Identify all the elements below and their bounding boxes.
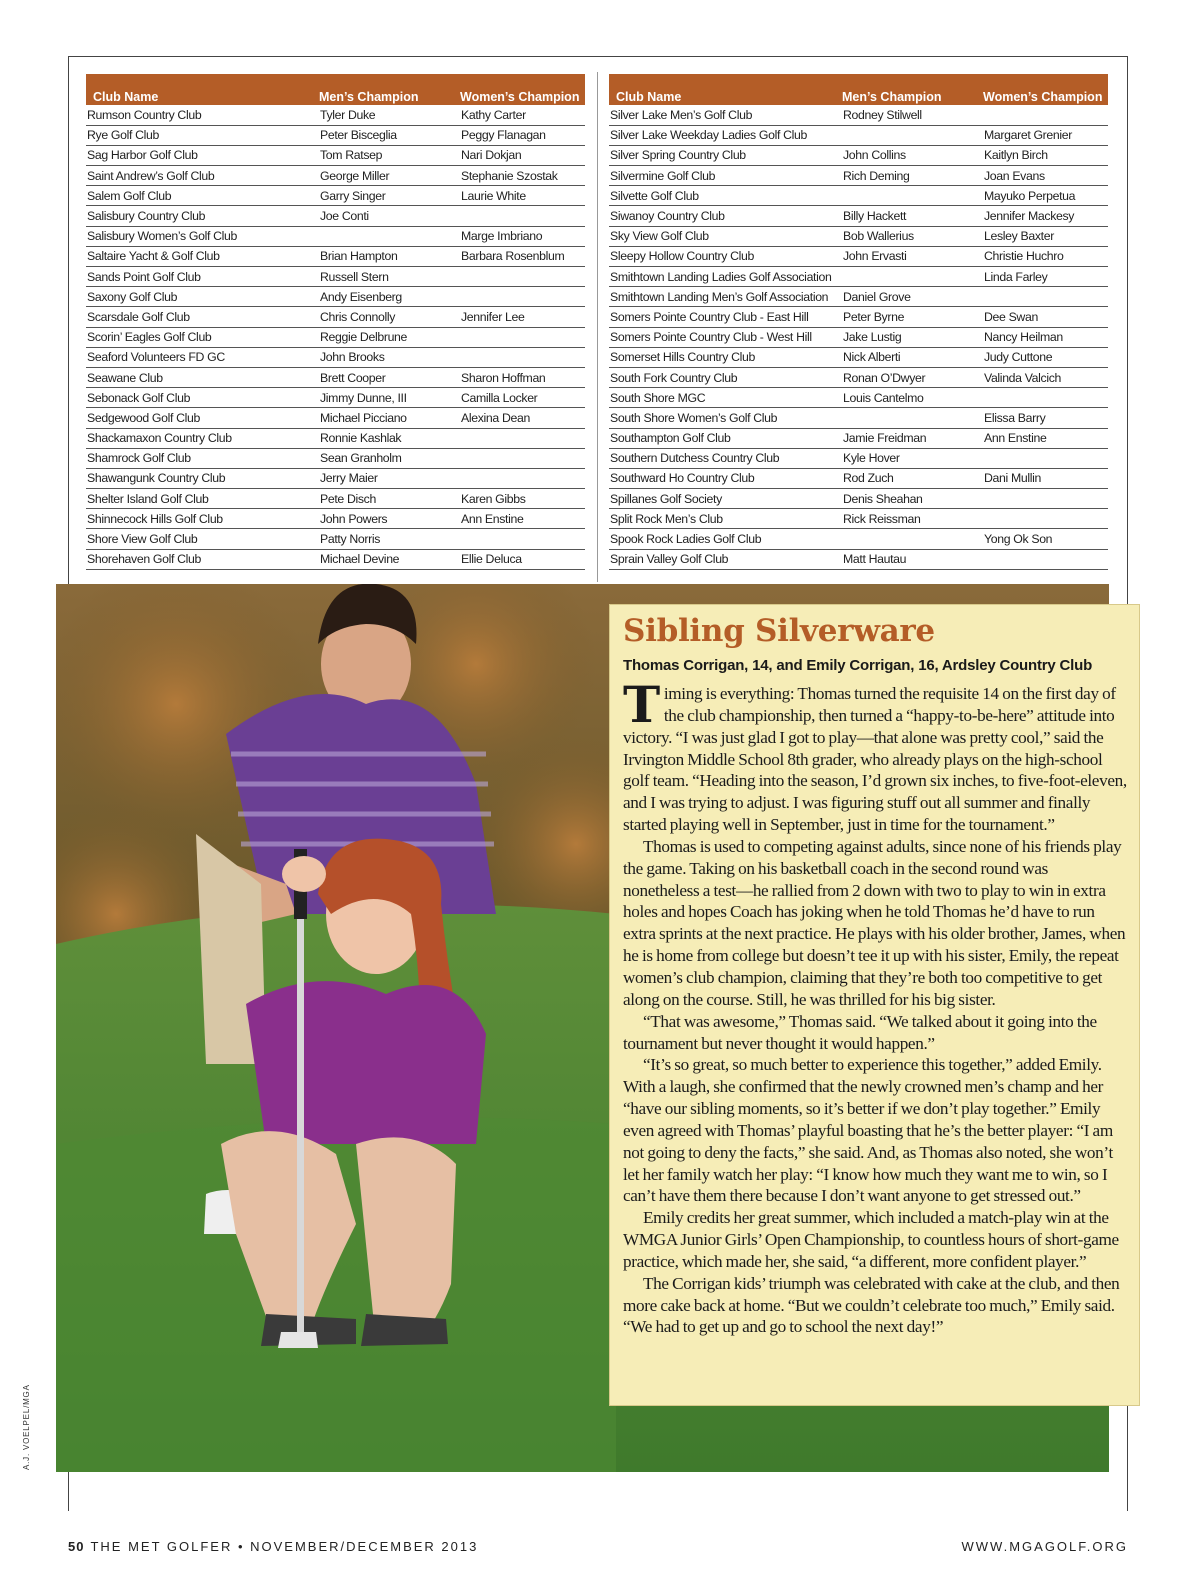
womens-champion-cell: Ellie Deluca <box>460 549 585 569</box>
mens-champion-cell: Russell Stern <box>319 267 460 287</box>
table-row <box>86 448 585 468</box>
mens-champion-cell: Chris Connolly <box>319 307 460 327</box>
mens-champion-cell: Tyler Duke <box>319 105 460 125</box>
club-name-cell: Sedgewood Golf Club <box>86 408 319 428</box>
club-name-cell: Somers Pointe Country Club - East Hill <box>609 307 842 327</box>
table-row <box>609 468 1108 488</box>
column-divider <box>597 72 598 582</box>
footer-website: WWW.MGAGOLF.ORG <box>961 1539 1128 1554</box>
womens-champion-cell: Dani Mullin <box>983 468 1108 488</box>
mens-champion-cell: Jamie Freidman <box>842 428 983 448</box>
mens-champion-cell <box>842 529 983 549</box>
womens-champion-cell <box>983 105 1108 125</box>
womens-champion-cell <box>460 468 585 488</box>
womens-champion-cell: Joan Evans <box>983 166 1108 186</box>
mens-champion-cell <box>842 267 983 287</box>
club-name-cell: Smithtown Landing Men’s Golf Association <box>609 287 842 307</box>
womens-champion-cell: Christie Huchro <box>983 246 1108 266</box>
mens-champion-cell: Denis Sheahan <box>842 489 983 509</box>
club-name-cell: Rumson Country Club <box>86 105 319 125</box>
womens-champion-cell: Barbara Rosenblum <box>460 246 585 266</box>
table-row <box>86 145 585 165</box>
table-row <box>86 529 585 549</box>
table-row <box>609 287 1108 307</box>
mens-champion-cell: Billy Hackett <box>842 206 983 226</box>
table-row <box>86 489 585 509</box>
womens-champion-cell: Lesley Baxter <box>983 226 1108 246</box>
table-row <box>609 246 1108 266</box>
header-club-name: Club Name <box>609 74 842 105</box>
womens-champion-cell: Jennifer Mackesy <box>983 206 1108 226</box>
mens-champion-cell: Brett Cooper <box>319 367 460 387</box>
womens-champion-cell: Elissa Barry <box>983 408 1108 428</box>
club-name-cell: Somers Pointe Country Club - West Hill <box>609 327 842 347</box>
table-row <box>609 529 1108 549</box>
table-row <box>86 428 585 448</box>
womens-champion-cell: Kaitlyn Birch <box>983 145 1108 165</box>
womens-champion-cell: Valinda Valcich <box>983 367 1108 387</box>
header-club-name: Club Name <box>86 74 319 105</box>
mens-champion-cell <box>842 125 983 145</box>
womens-champion-cell: Stephanie Szostak <box>460 166 585 186</box>
womens-champion-cell: Judy Cuttone <box>983 347 1108 367</box>
club-name-cell: Siwanoy Country Club <box>609 206 842 226</box>
womens-champion-cell: Ann Enstine <box>983 428 1108 448</box>
club-name-cell: Shore View Golf Club <box>86 529 319 549</box>
club-name-cell: Sprain Valley Golf Club <box>609 549 842 569</box>
sidebar-title: Sibling Silverware <box>623 613 935 649</box>
club-name-cell: Sag Harbor Golf Club <box>86 145 319 165</box>
table-row <box>86 388 585 408</box>
table-row <box>86 246 585 266</box>
mens-champion-cell: Andy Eisenberg <box>319 287 460 307</box>
table-row <box>86 408 585 428</box>
club-name-cell: Shackamaxon Country Club <box>86 428 319 448</box>
club-name-cell: Salisbury Women’s Golf Club <box>86 226 319 246</box>
club-name-cell: Seawane Club <box>86 367 319 387</box>
womens-champion-cell <box>983 388 1108 408</box>
mens-champion-cell: John Powers <box>319 509 460 529</box>
mens-champion-cell: Rick Reissman <box>842 509 983 529</box>
womens-champion-cell <box>460 428 585 448</box>
mens-champion-cell: Brian Hampton <box>319 246 460 266</box>
mens-champion-cell <box>842 408 983 428</box>
club-name-cell: Saxony Golf Club <box>86 287 319 307</box>
table-row <box>609 428 1108 448</box>
womens-champion-cell <box>460 206 585 226</box>
mens-champion-cell: Jimmy Dunne, III <box>319 388 460 408</box>
mens-champion-cell: Rodney Stilwell <box>842 105 983 125</box>
club-name-cell: Split Rock Men’s Club <box>609 509 842 529</box>
table-row <box>609 347 1108 367</box>
footer-left <box>68 1539 478 1554</box>
womens-champion-cell <box>983 549 1108 569</box>
womens-champion-cell: Margaret Grenier <box>983 125 1108 145</box>
mens-champion-cell: Patty Norris <box>319 529 460 549</box>
club-name-cell: Shorehaven Golf Club <box>86 549 319 569</box>
club-name-cell: Saltaire Yacht & Golf Club <box>86 246 319 266</box>
club-name-cell: Salisbury Country Club <box>86 206 319 226</box>
mens-champion-cell: Jerry Maier <box>319 468 460 488</box>
mens-champion-cell: John Brooks <box>319 347 460 367</box>
sidebar-subtitle: Thomas Corrigan, 14, and Emily Corrigan, 16, Ardsley Country Club <box>623 657 1093 674</box>
table-row <box>609 226 1108 246</box>
club-name-cell: Silvermine Golf Club <box>609 166 842 186</box>
mens-champion-cell: Nick Alberti <box>842 347 983 367</box>
first-paragraph-text: iming is everything: Thomas turned the requisite 14 on the first day of the club championship, then turned a “happy-to-be-here” attitude into victory. “I was just glad I got to play—that alone was pretty cool,” said the Irvington Middle School 8th grader, who already plays on the high-school golf team. “Heading into the season, I’d grown six inches, to five-foot-eleven, and I was trying to adjust. I was figuring stuff out all summer and finally started playing well in September, just in time for the tournament.” <box>623 684 1127 835</box>
womens-champion-cell <box>983 509 1108 529</box>
club-name-cell: Spillanes Golf Society <box>609 489 842 509</box>
club-name-cell: Silver Lake Weekday Ladies Golf Club <box>609 125 842 145</box>
table-row <box>609 549 1108 569</box>
table-row <box>86 186 585 206</box>
club-name-cell: Shinnecock Hills Golf Club <box>86 509 319 529</box>
header-mens-champion: Men’s Champion <box>842 74 983 105</box>
womens-champion-cell: Dee Swan <box>983 307 1108 327</box>
club-name-cell: Smithtown Landing Ladies Golf Association <box>609 267 842 287</box>
article-paragraph: Thomas is used to competing against adults, since none of his friends play the game. Taking on his basketball coach in the second round was nonetheless a test—he rallied from 2 down with two to play to win in extra holes and hopes Coach has joking when he told Thomas he’d have to run extra sprints at the next practice. He plays with his older brother, James, when he is home from college but doesn’t tee it up with his sister, Emily, the repeat women’s club champion, claiming that they’re both too competitive to get along on the course. Still, he was thrilled for his big sister. <box>623 836 1126 1009</box>
mens-champion-cell: Michael Picciano <box>319 408 460 428</box>
mens-champion-cell: Matt Hautau <box>842 549 983 569</box>
drop-cap: T <box>623 675 660 734</box>
mens-champion-cell <box>319 226 460 246</box>
table-row <box>86 549 585 569</box>
womens-champion-cell: Jennifer Lee <box>460 307 585 327</box>
womens-champion-cell: Yong Ok Son <box>983 529 1108 549</box>
table-row <box>609 125 1108 145</box>
mens-champion-cell: Jake Lustig <box>842 327 983 347</box>
club-name-cell: Seaford Volunteers FD GC <box>86 347 319 367</box>
table-row <box>609 509 1108 529</box>
womens-champion-cell: Linda Farley <box>983 267 1108 287</box>
mens-champion-cell: Garry Singer <box>319 186 460 206</box>
womens-champion-cell <box>460 347 585 367</box>
sidebar-box <box>609 604 1140 1406</box>
womens-champion-cell: Nancy Heilman <box>983 327 1108 347</box>
article-paragraph: “It’s so great, so much better to experience this together,” added Emily. With a laugh, she confirmed that the newly crowned men’s champ and her “have our sibling moments, so it’s better if we don’t play together.” Emily even agreed with Thomas’ playful boasting that he’s the better player: “I am not going to deny the facts,” she said. And, as Thomas also noted, she won’t let her family watch her play: “I know how much they want me to win, so I can’t have them there because I don’t want anyone to get stressed out.” <box>623 1055 1113 1206</box>
table-row <box>609 327 1108 347</box>
table-row <box>86 287 585 307</box>
womens-champion-cell <box>460 287 585 307</box>
photo-credit: A.J. VOELPEL/MGA <box>22 1384 31 1470</box>
club-name-cell: South Fork Country Club <box>609 367 842 387</box>
table-row <box>609 489 1108 509</box>
womens-champion-cell: Camilla Locker <box>460 388 585 408</box>
womens-champion-cell <box>460 267 585 287</box>
table-row <box>609 307 1108 327</box>
table-row <box>609 448 1108 468</box>
club-name-cell: Sebonack Golf Club <box>86 388 319 408</box>
mens-champion-cell: John Ervasti <box>842 246 983 266</box>
publication-name: THE MET GOLFER • NOVEMBER/DECEMBER 2013 <box>90 1539 479 1554</box>
club-name-cell: Southern Dutchess Country Club <box>609 448 842 468</box>
table-row <box>86 347 585 367</box>
champions-table-left <box>86 74 585 570</box>
mens-champion-cell <box>842 186 983 206</box>
mens-champion-cell: Ronnie Kashlak <box>319 428 460 448</box>
article-body <box>623 675 1127 1338</box>
club-name-cell: South Shore Women’s Golf Club <box>609 408 842 428</box>
mens-champion-cell: Ronan O’Dwyer <box>842 367 983 387</box>
mens-champion-cell: Pete Disch <box>319 489 460 509</box>
mens-champion-cell: Louis Cantelmo <box>842 388 983 408</box>
table-row <box>86 509 585 529</box>
mens-champion-cell: Daniel Grove <box>842 287 983 307</box>
club-name-cell: South Shore MGC <box>609 388 842 408</box>
champions-table-right <box>609 74 1108 570</box>
article-paragraph: Emily credits her great summer, which included a match-play win at the WMGA Junior Girls’ Open Championship, to countless hours of short-game practice, which made her, she said, “a different, more confident player.” <box>623 1208 1119 1271</box>
table-row <box>609 166 1108 186</box>
club-name-cell: Silvette Golf Club <box>609 186 842 206</box>
mens-champion-cell: John Collins <box>842 145 983 165</box>
womens-champion-cell <box>983 448 1108 468</box>
club-name-cell: Sands Point Golf Club <box>86 267 319 287</box>
club-name-cell: Shawangunk Country Club <box>86 468 319 488</box>
table-row <box>609 186 1108 206</box>
table-row <box>86 327 585 347</box>
womens-champion-cell: Sharon Hoffman <box>460 367 585 387</box>
table-row <box>86 267 585 287</box>
club-name-cell: Salem Golf Club <box>86 186 319 206</box>
womens-champion-cell: Alexina Dean <box>460 408 585 428</box>
club-name-cell: Saint Andrew’s Golf Club <box>86 166 319 186</box>
table-row <box>86 307 585 327</box>
table-row <box>86 226 585 246</box>
table-row <box>609 105 1108 125</box>
club-name-cell: Scorin’ Eagles Golf Club <box>86 327 319 347</box>
club-name-cell: Sleepy Hollow Country Club <box>609 246 842 266</box>
womens-champion-cell <box>983 287 1108 307</box>
womens-champion-cell <box>460 327 585 347</box>
club-name-cell: Silver Lake Men’s Golf Club <box>609 105 842 125</box>
article-paragraph <box>623 675 1127 836</box>
club-name-cell: Southampton Golf Club <box>609 428 842 448</box>
womens-champion-cell <box>983 489 1108 509</box>
table-row <box>86 125 585 145</box>
club-name-cell: Somerset Hills Country Club <box>609 347 842 367</box>
mens-champion-cell: Sean Granholm <box>319 448 460 468</box>
article-paragraph: The Corrigan kids’ triumph was celebrated with cake at the club, and then more cake back at home. “But we couldn’t celebrate too much,” Emily said. “We had to get up and go to school the next day!” <box>623 1273 1120 1337</box>
womens-champion-cell: Nari Dokjan <box>460 145 585 165</box>
club-name-cell: Shelter Island Golf Club <box>86 489 319 509</box>
club-name-cell: Rye Golf Club <box>86 125 319 145</box>
mens-champion-cell: George Miller <box>319 166 460 186</box>
mens-champion-cell: Rod Zuch <box>842 468 983 488</box>
header-mens-champion: Men’s Champion <box>319 74 460 105</box>
table-row <box>609 145 1108 165</box>
womens-champion-cell: Laurie White <box>460 186 585 206</box>
club-name-cell: Spook Rock Ladies Golf Club <box>609 529 842 549</box>
page-number: 50 <box>68 1539 85 1554</box>
header-womens-champion: Women’s Champion <box>460 74 585 105</box>
club-name-cell: Southward Ho Country Club <box>609 468 842 488</box>
womens-champion-cell: Mayuko Perpetua <box>983 186 1108 206</box>
womens-champion-cell: Peggy Flanagan <box>460 125 585 145</box>
womens-champion-cell <box>460 448 585 468</box>
article-paragraph: “That was awesome,” Thomas said. “We talked about it going into the tournament but never thought it would happen.” <box>623 1011 1097 1053</box>
mens-champion-cell: Joe Conti <box>319 206 460 226</box>
club-name-cell: Sky View Golf Club <box>609 226 842 246</box>
womens-champion-cell: Marge Imbriano <box>460 226 585 246</box>
mens-champion-cell: Kyle Hover <box>842 448 983 468</box>
womens-champion-cell <box>460 529 585 549</box>
header-womens-champion: Women’s Champion <box>983 74 1108 105</box>
mens-champion-cell: Bob Wallerius <box>842 226 983 246</box>
table-row <box>609 267 1108 287</box>
mens-champion-cell: Peter Bisceglia <box>319 125 460 145</box>
womens-champion-cell: Ann Enstine <box>460 509 585 529</box>
mens-champion-cell: Michael Devine <box>319 549 460 569</box>
table-row <box>609 408 1108 428</box>
table-row <box>86 166 585 186</box>
table-row <box>86 367 585 387</box>
club-name-cell: Silver Spring Country Club <box>609 145 842 165</box>
table-row <box>86 206 585 226</box>
table-row <box>609 206 1108 226</box>
womens-champion-cell: Kathy Carter <box>460 105 585 125</box>
mens-champion-cell: Tom Ratsep <box>319 145 460 165</box>
club-name-cell: Shamrock Golf Club <box>86 448 319 468</box>
table-row <box>86 105 585 125</box>
womens-champion-cell: Karen Gibbs <box>460 489 585 509</box>
mens-champion-cell: Reggie Delbrune <box>319 327 460 347</box>
table-row <box>609 388 1108 408</box>
mens-champion-cell: Rich Deming <box>842 166 983 186</box>
table-row <box>609 367 1108 387</box>
club-name-cell: Scarsdale Golf Club <box>86 307 319 327</box>
table-row <box>86 468 585 488</box>
mens-champion-cell: Peter Byrne <box>842 307 983 327</box>
